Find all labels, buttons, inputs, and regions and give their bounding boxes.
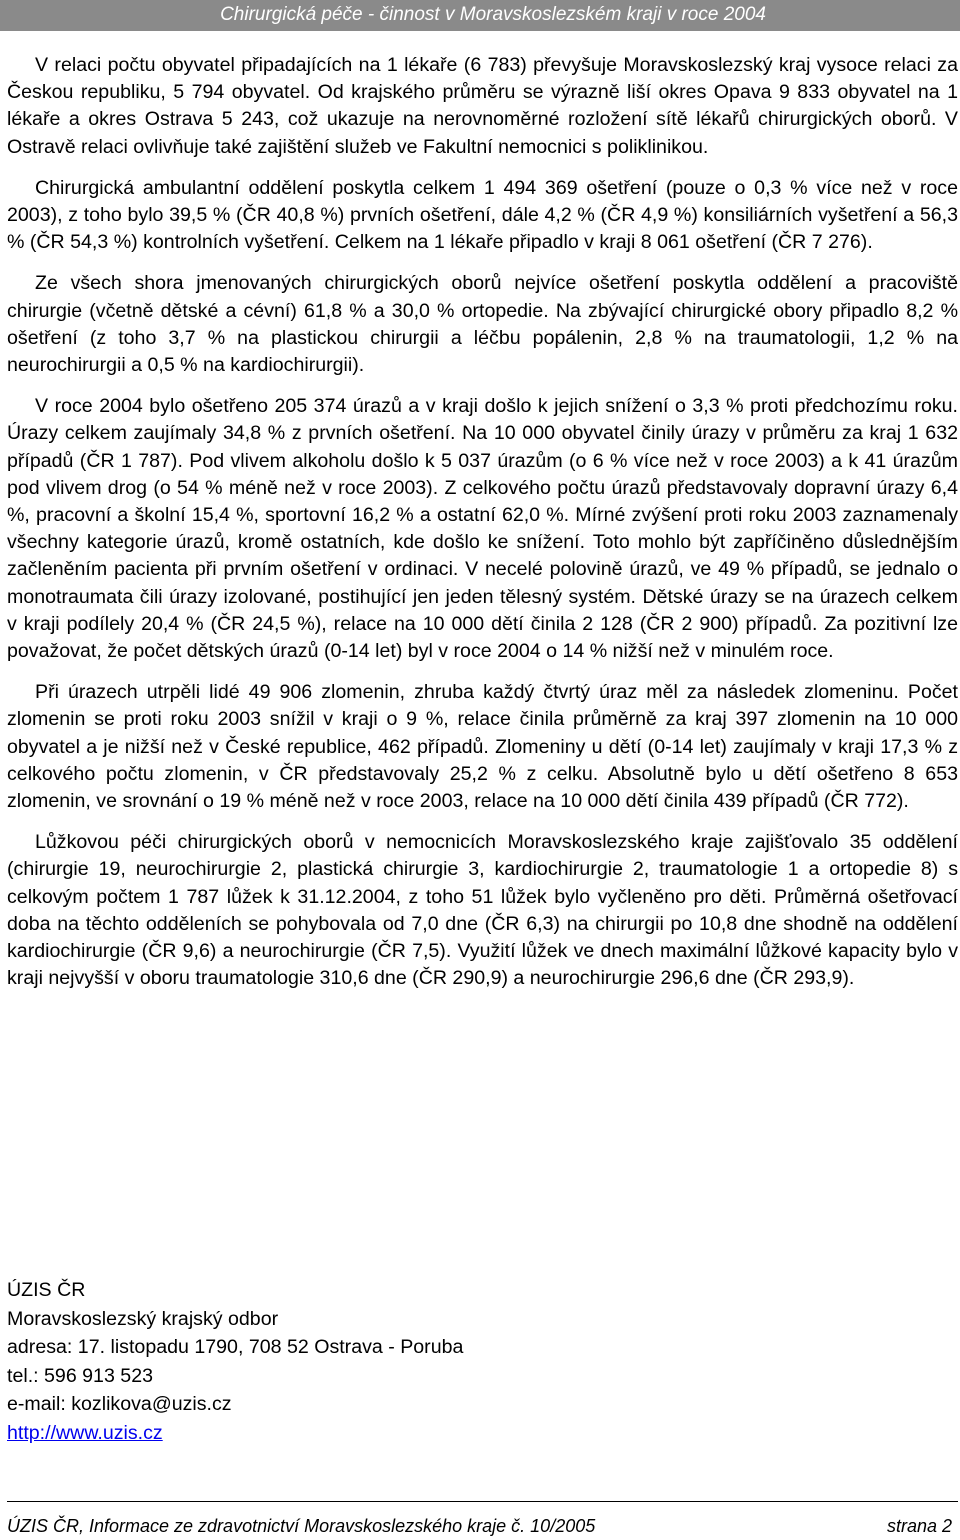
contact-email: e-mail: kozlikova@uzis.cz	[7, 1393, 232, 1415]
footer-page-number: strana 2	[886, 1516, 952, 1536]
footer-divider	[7, 1501, 958, 1502]
paragraph-physician-ratio: V relaci počtu obyvatel připadajících na 1 lékaře (6 783) převyšuje Moravskoslezský kraj vysoce relaci za Českou republiku, 5 794 obyvatel. Od krajského průměru se výrazně liší okres Opava 9 833 obyvatel na 1 lékaře a okres Ostrava 5 243, což ukazuje na nerovnoměrné rozložení sítě lékařů chirurgických oborů. V Ostravě relaci ovlivňuje také zajištění služeb ve Fakultní nemocnici s poliklinikou.	[7, 54, 958, 158]
contact-department: Moravskoslezský krajský odbor	[7, 1307, 279, 1330]
contact-org: ÚZIS ČR	[7, 1279, 86, 1301]
footer-publication: ÚZIS ČR, Informace ze zdravotnictví Moravskoslezského kraje č. 10/2005	[7, 1516, 596, 1536]
paragraph-surgical-fields: Ze všech shora jmenovaných chirurgických oborů nejvíce ošetření poskytla oddělení a pracoviště chirurgie (včetně dětské a cévní) 61,8 % a 30,0 % ortopedie. Na zbývající chirurgické obory připadlo 8,2 % ošetření (z toho 3,7 % na plastickou chirurgii a léčbu popálenin, 2,8 % na traumatologii, 1,2 % na neurochirurgii a 0,5 % na kardiochirurgii).	[7, 272, 958, 377]
paragraph-fractures: Při úrazech utrpěli lidé 49 906 zlomenin, zhruba každý čtvrtý úraz měl za následek zlomeninu. Počet zlomenin se proti roku 2003 snížil v kraji o 9 %, relace činila průměrně za kraj 397 zlomenin na 10 000 obyvatel a je nižší než v České republice, 462 případů. Zlomeniny u dětí (0-14 let) zaujímaly v kraji 17,3 % z celkového počtu zlomenin, v ČR představovaly 25,2 % z celku. Absolutně bylo u dětí ošetřeno 8 653 zlomenin, ve srovnání o 19 % méně než v roce 2003, relace na 10 000 dětí činila 439 případů (ČR 772).	[7, 681, 958, 813]
paragraph-inpatient-care: Lůžkovou péči chirurgických oborů v nemocnicích Moravskoslezského kraje zajišťovalo 35 oddělení (chirurgie 19, neurochirurgie 2, plastická chirurgie 3, kardiochirurgie 2, traumatologie 1 a ortopedie 8) s celkovým počtem 1 787 lůžek k 31.12.2004, z toho 51 lůžek bylo vyčleněno pro děti. Průměrná ošetřovací doba na těchto odděleních se pohybovala od 7,0 dne (ČR 6,3) na chirurgii po 10,8 dne shodně na oddělení kardiochirurgie (ČR 9,6) a neurochirurgie (ČR 7,5). Využití lůžek ve dnech maximální lůžkové kapacity bylo v kraji nejvyšší v oboru traumatologie 310,6 dne (ČR 290,9) a neurochirurgie 296,6 dne (ČR 293,9).	[7, 831, 958, 990]
header-bar	[0, 0, 960, 31]
contact-phone: tel.: 596 913 523	[7, 1364, 153, 1387]
website-link[interactable]: http://www.uzis.cz	[7, 1421, 163, 1444]
document-body	[7, 52, 958, 1007]
paragraph-ambulatory-care: Chirurgická ambulantní oddělení poskytla celkem 1 494 369 ošetření (pouze o 0,3 % více než v roce 2003), z toho bylo 39,5 % (ČR 40,8 %) prvních ošetření, dále 4,2 % (ČR 4,9 %) konsiliárních vyšetření a 56,3 % (ČR 54,3 %) kontrolních vyšetření. Celkem na 1 lékaře připadlo v kraji 8 061 ošetření (ČR 7 276).	[7, 176, 958, 254]
header-title: Chirurgická péče - činnost v Moravskoslezském kraji v roce 2004	[220, 4, 766, 25]
contact-address: adresa: 17. listopadu 1790, 708 52 Ostrava - Poruba	[7, 1336, 464, 1358]
contact-block	[7, 1276, 463, 1447]
paragraph-injuries: V roce 2004 bylo ošetřeno 205 374 úrazů a v kraji došlo k jejich snížení o 3,3 % proti předchozímu roku. Úrazy celkem zaujímaly 34,8 % z prvních ošetření. Na 10 000 obyvatel činily úrazy v průměru za kraj 1 632 případů (ČR 1 787). Pod vlivem alkoholu došlo k 5 037 úrazům (o 6 % více než v roce 2003) a k 41 úrazům pod vlivem drog (o 54 % méně než v roce 2003). Z celkového počtu úrazů představovaly dopravní úrazy 6,4 %, pracovní a školní 15,4 %, sportovní 16,2 % a ostatní 62,0 %. Mírné zvýšení proti roku 2003 zaznamenaly všechny kategorie úrazů, kromě ostatních, kde došlo ke snížení. Toto mohlo být zapříčiněno důslednějším začleněním pacienta při prvním ošetření v ordinaci. V necelé polovině úrazů, ve 49 % případů, se jednalo o monotraumata čili úrazy izolované, postihující jen jeden tělesný systém. Dětské úrazy se na úrazech celkem v kraji podílely 20,4 % (ČR 24,5 %), relace na 10 000 dětí činila 2 128 (ČR 2 900) případů. Za pozitivní lze považovat, že počet dětských úrazů (0-14 let) byl v roce 2004 o 14 % nižší než v minulém roce.	[7, 395, 958, 663]
